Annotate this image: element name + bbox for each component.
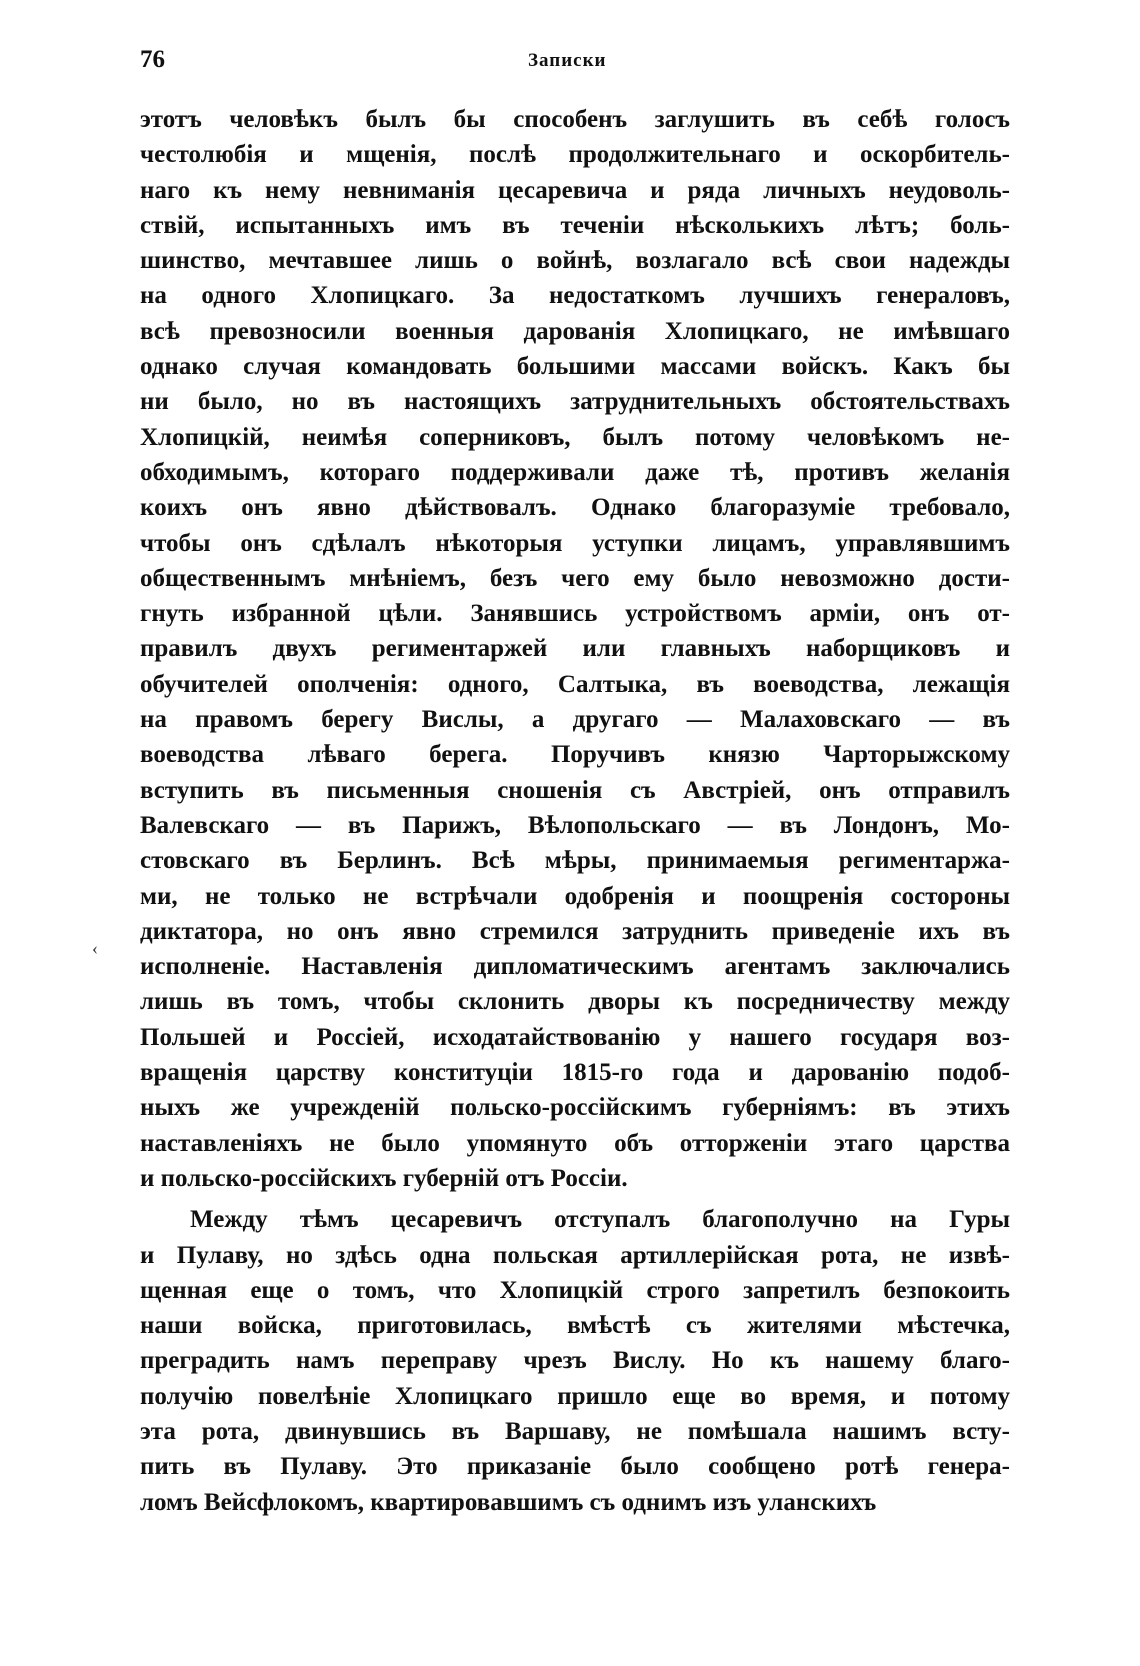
text-line: обучителей ополченія: одного, Салтыка, въ воеводства, лежащія (140, 670, 1010, 698)
text-line: этотъ человѣкъ былъ бы способенъ заглушить въ себѣ голосъ (140, 106, 1010, 133)
body-text (140, 102, 1010, 1520)
text-line: чтобы онъ сдѣлалъ нѣкоторыя уступки лицамъ, управлявшимъ (140, 529, 1010, 557)
text-line: коихъ онъ явно дѣйствовалъ. Однако благоразуміе требовало, (140, 494, 1010, 522)
text-line: преградить намъ переправу чрезъ Вислу. Но къ нашему благо- (140, 1347, 1010, 1375)
text-line: общественнымъ мнѣніемъ, безъ чего ему было невозможно дости- (140, 564, 1010, 592)
text-line: и Пулаву, но здѣсь одна польская артиллерійская рота, не извѣ- (140, 1241, 1010, 1269)
text-line: правилъ двухъ региментаржей или главныхъ наборщиковъ и (140, 635, 1010, 663)
text-line: Хлопицкій, неимѣя соперниковъ, былъ потому человѣкомъ не- (140, 423, 1010, 451)
text-line: наго къ нему невниманія цесаревича и ряда личныхъ неудоволь- (140, 176, 1010, 204)
text-line: диктатора, но онъ явно стремился затруднить приведеніе ихъ въ (140, 917, 1010, 945)
page-header (140, 46, 1010, 86)
text-line: наставленіяхъ не было упомянуто объ отторженіи этаго царства (140, 1129, 1010, 1157)
text-line: вступить въ письменныя сношенія съ Австріей, онъ отправилъ (140, 776, 1010, 804)
text-line: шинство, мечтавшее лишь о войнѣ, возлагало всѣ свои надежды (140, 247, 1010, 275)
text-line: эта рота, двинувшись въ Варшаву, не помѣшала нашимъ всту- (140, 1417, 1010, 1445)
text-line: ни было, но въ настоящихъ затруднительныхъ обстоятельствахъ (140, 388, 1010, 416)
paragraph (140, 1202, 1010, 1520)
text-line: вращенія царству конституціи 1815-го года и дарованію подоб- (140, 1059, 1010, 1087)
page-number: 76 (140, 46, 165, 73)
text-line: получію повелѣніе Хлопицкаго пришло еще во время, и потому (140, 1382, 1010, 1410)
text-line: ныхъ же учрежденій польско-россійскимъ губерніямъ: въ этихъ (140, 1094, 1010, 1122)
text-line: однако случая командовать большими массами войскъ. Какъ бы (140, 353, 1010, 381)
text-line: Польшей и Россіей, исходатайствованію у нашего государя воз- (140, 1023, 1010, 1051)
text-line: гнуть избранной цѣли. Занявшись устройствомъ арміи, онъ от- (140, 600, 1010, 628)
text-line: и польско-россійскихъ губерній отъ Россіи. (140, 1164, 628, 1192)
text-line: Валевскаго — въ Парижъ, Вѣлопольскаго — въ Лондонъ, Мо- (140, 811, 1010, 839)
text-line: щенная еще о томъ, что Хлопицкій строго запретилъ безпокоить (140, 1276, 1010, 1304)
text-line: исполненіе. Наставленія дипломатическимъ агентамъ заключались (140, 953, 1010, 981)
paragraph (140, 102, 1010, 1196)
text-line: на правомъ берегу Вислы, а другаго — Малаховскаго — въ (140, 706, 1010, 734)
text-line: пить въ Пулаву. Это приказаніе было сообщено ротѣ генера- (140, 1453, 1010, 1481)
text-line: ствій, испытанныхъ имъ въ теченіи нѣсколькихъ лѣтъ; боль- (140, 211, 1010, 239)
text-line: стовскаго въ Берлинъ. Всѣ мѣры, принимаемыя региментаржа- (140, 847, 1010, 875)
text-line: воеводства лѣваго берега. Поручивъ князю Чарторыжскому (140, 741, 1010, 769)
running-title: Записки (528, 50, 607, 71)
text-line: наши войска, приготовилась, вмѣстѣ съ жителями мѣстечка, (140, 1312, 1010, 1340)
margin-mark: ‹ (92, 938, 98, 958)
text-line: Между тѣмъ цесаревичъ отступалъ благополучно на Гуры (190, 1206, 1010, 1234)
text-line: лишь въ томъ, чтобы склонить дворы къ посредничеству между (140, 988, 1010, 1016)
text-line: всѣ превозносили военныя дарованія Хлопицкаго, не имѣвшаго (140, 317, 1010, 345)
text-line: обходимымъ, котораго поддерживали даже тѣ, противъ желанія (140, 458, 1010, 486)
text-line: на одного Хлопицкаго. За недостаткомъ лучшихъ генераловъ, (140, 282, 1010, 310)
text-line: ломъ Вейсфлокомъ, квартировавшимъ съ однимъ изъ уланскихъ (140, 1488, 877, 1516)
text-line: честолюбія и мщенія, послѣ продолжительнаго и оскорбитель- (140, 141, 1010, 169)
text-line: ми, не только не встрѣчали одобренія и поощренія состороны (140, 882, 1010, 910)
